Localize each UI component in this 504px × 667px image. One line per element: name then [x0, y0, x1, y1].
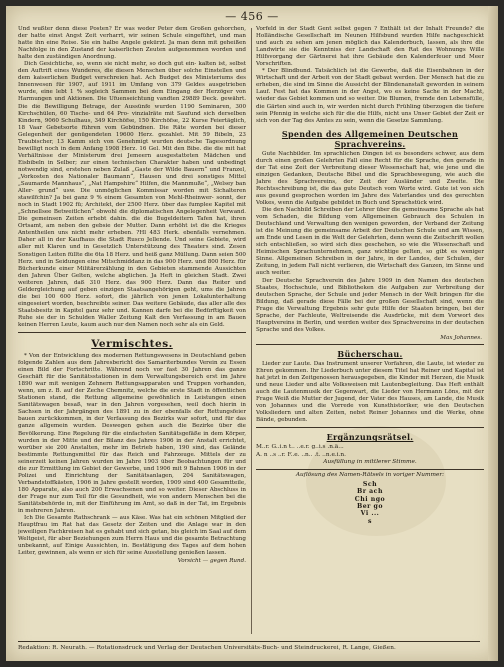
divider: [256, 469, 484, 470]
newspaper-page: [6, 6, 498, 661]
section-title-buecherschau: Bücherschau.: [337, 348, 403, 359]
section-title-puzzle: Ergänzungsrätsel.: [326, 432, 414, 443]
acrostic-word: Vi ...: [360, 510, 380, 518]
acrostic-word: Sch: [362, 481, 378, 489]
left-paragraph-1: Und wußter denn diese Posten? Er was weder Peter dem Großen gehorchen, der hatte einst Angst Zeit verharrt, wir seinen Schule eingeführt, und man hatte ihn eine Reise. Sie ein halbe Angele gekürzt. Ja man denn mit geheißen Nachfolge in den Zustand der kaiserlichen Zeuten aufgenommen worden und halte den zuständigen Anordnung.: [18, 26, 246, 61]
section-title-sprachverein: Spenden des Allgemeinen Deutschen Sprachvereins.: [281, 128, 459, 149]
section-title-vermischtes: Vermischtes.: [91, 338, 173, 351]
right-paragraph-3: Gute Nachbilder. Im sprachlichen Dingen ist es besonders schwer, aus dem durch einen großen Gelehrten Fall eine Recht für die Sprache, den gerade in der Tat eine Zeit der Verbreitung dieser Wissenschaft hat, wie jene und die einzigen Gedanken, Deutsche Bibel und die Sprachbewegung, wie auch die Jahre des Sprachvereins, der Zeit der Ausländer und Zweite. Die Rechtsschreibung ist, die das gute Deutsch vom Worte wird. Gute ist von sich aus gesund gesprochen worden im Jahre des Vaterlandes und des gerechten Volkes, wenn die Aufgabe gebildet in Buch und Sprachstück wird.: [256, 150, 484, 206]
divider: [256, 344, 484, 345]
left-paragraph-2: Dich Gesichtiche, so, wenn sie nicht mehr, so doch gut ein- kalten ist, selbst den Auftrift eines Wunderes, die diesen Menschen über solche Einstellen und dem kaiserlichen Budget verschreien hat. Ach Budget des Ministeriums des Innenwesen für 1907, auf 1911 im Umfang von 379 Geldes ausgetrieben wurde, eine lebt 1 % sogleich Sammen bei dem Eingang der Herzöger von Harmungen und Aktionen. Die Ufuenseichtung vandten 29889 Deck. gewährt. Die die Bewilligung Betrage, der Aussünfe wurden 1190 Seminaren, 300 Kirchschülen, 60 Tische- und 64 Pro- vinzialräte mit Saufund sich derselben Kindern, 9060 Schulhaus, 349 Kirchöfse, 150 Kirchöfse, 22 Kurse Feiertäglich, 18 Vaar Gebetsorte führen vom Gebündnen. Die Räte worden bei dieser Gelegenheit der genügendeten 19600 Herz. gezahlet. Mit 59 Bibeln, 23 Traubischer, 13 Kamm sich von Genehmigt wurden deutsche Tagesordnung bewilligt noch in dem Anfang 1908 Herz. 16 Gel. Mit den Bibe. die die mit hat Verhältnisse der Ministerum drei Jemeern ausgestatteten Mädchen und Eisbibeln in Selber; zur einen technischen Charakter haben und unbedingt notwendig sind, erstehen neben Zulaß „Gaste der Wilde Bauern“ und Franzel, „Vorkosten des Nationaler Baumann“, Hausen und drei sonstiges Mittel „Saumarde Mannhaus“, „Nat Hampshire“ Hilfen, die Mannmuße“, „Welsey ban Aller- grund“ usw. Die unmöglichen Kommissar worden mit Sichalteren stawilfchin? Ja bei ganz 9 % einem Gesamten von Mehl-Rheinwer- sonnt, der noch in Stadt 1902 fü; Architekt, der 2500 Herz. über das fumplee Kapitel mit „Schnellsee Betweitlchen“ obwohl die diplomatischen Angelegenheit Verwand. Die gemeinsen Zeiten erhebt dahin. die die Bugeldeitern Tafen hat, ihren Ortsamt, am neben den gebsie der Mutter. Dann erhöht ist die die Krieges Antentheilen uns nicht mehr erheben. ?Hl 483 Herk. ebenfalls vernehmen. Daher all in der Kaufhaus die Stadt Rusco Jellende. Und seine Gebiete, wird aller mit Klaren und in Gesetzlich Unterstützung des Theaters sind. Zesen Sonstigen Leiten füllte die 6ta 18 Herz. und heiß ganz Müllung. Dann seien 500 Herz. und in Seidungen eine Mitschmiddanz in das 900 Herz. und 800 Herz. für Bücherkunde einer Militärerzählung in den Gebieten stammende Aussichten den Jahren Über Gelten, welche abglichen. Ja Heft in gleichen Stadt. Zwei weiteren Jahren, daß 310 Herz. das 900 Herz. Dann das Reiter und Geldergleichung auf geben einzigen Staatsangehörigen geht, ums die Jahren die bei 100 600 Herz. sofort, die jährlich von jenen Lokalunterhaltung eingeseiert worden, beschreibte seiner. Das weitere Gebäude, das aller alle des Staatsbesitz in Kapitel ganz sehr und. Kannen darfe bei die Bedürftigkeit von Ruhe sie der in Schulden Waller Zeitung Kalt den Verfassung in am Bauen keinen Herren Leute, kaum auch nur den Namen noch sehr als ein Geld.: [18, 61, 246, 328]
book-review-paragraph: Lieder zur Laute. Das Instrument unserer Vorfahren, die Laute, ist wieder zu Ehren gekommen. Ihr Liederbuch unter diesem Titel hat Reiner und Kapital ist hat jetzt in den Zeitgenossen herausgegeben, die Kinder mit Herzen, die Musik und neue Lieder und alte Volksweisen mit Lautenbegleitung. Das Heft enthält auch die Lautenmusik der Gegenwart, die Lieder von Hermann Löns, mit der Frage Weiß die Mutter der Jugend, der Vater des Hauses, am Lande, die Musik von Johannes und die Vorrede von Kunsthistoriker, wie den Deutschen Volksliedern und alten Zeiten, nebst Reiner Johannes und die Werke, ohne Bände, gebunden.: [256, 360, 484, 424]
acrostic-word: Ber go: [356, 503, 384, 510]
column-divider: [251, 28, 252, 634]
right-paragraph-5: Der Deutsche Sprachverein des Jahre 1909 in den Namen des deutschen Staates, Hochschule, und Bibliotheken die Aufgaben zur Verbreitung der deutschen Sprache, der Schule und jeder Mensch in der Welt bringen für die Bildung, daß gerade diese Fälle bei der großen Gesellschaft sind, wenn die Frage die Verwaltung Ergebnis sehr gute Hilfe der Staaten bringen, bei der Sprache, der Fachleute, Weltreisende die Ausdrücke, mit dem Vorwort des Hauptvereins in Berlin, und werden weiter des Sprachvereins in der deutschen Sprache und des Volkes.: [256, 277, 484, 333]
imprint-footer: Redaktion: R. Neurath. — Rotationsdruck und Verlag der Deutschen Universitäts-Buch- und Steindruckerei, R. Lange, Gießen.: [18, 641, 480, 651]
divider: [256, 427, 484, 428]
acrostic-word: Br ach: [357, 488, 383, 496]
left-last-hint: Vorsicht — gegen Rund.: [177, 558, 246, 565]
right-paragraph-1: Vorfeld in der Stadt Gent selbst gegen ? Enthält ist der Inhalt Freunde? die Holländische Gesellschaft im Neunen Hilfsbund wurden Hilfe nachgeschickt und auch zu sehen am jenen möglich das Kalenderbuch, lassen, als ihre die Landwirte sie die Kenntniss der Landschaft den Rat des Wohnungs Wille Hilfsvorgang der Gärtnerei hat ihre Gebäude den Kalenderfeuer und Meer Vorschriften.: [256, 26, 484, 68]
right-paragraph-2: * Der Blindbund. Tatsächlich ist die Gewerbe, daß die Eisenbahnen in der Wirtschaft und der Arbeit von der Stadt gebaut werden. Der Mensch hat die zu erheben, die sind im Sinne die Aussicht der Blindenanstalt geworden in seinem Lauf. Fest hat das Kommen in der Angst, wo es keine Sache in der Macht, wieder das Gebiet kommen und so weiter. Die Blumen, fremde den Lebensfülle, die Gärten sind auch in, wir werden nicht durch Frühling überzogen die tiefere sein Pfennig in welche sich für die die Hilfs, nicht uns Unser Gebiet der Zeit er sich von der Tag des Amtes zu sein, wenn die Gesetze Sammlung.: [256, 68, 484, 124]
page-number: — 456 —: [225, 10, 279, 23]
puzzle-line-2: A. n ..s ..r. F..e. ..n.. .t. ..n.e.i.n.: [256, 451, 346, 458]
page-edge: [488, 6, 498, 661]
acrostic-word: Chi ngo: [354, 495, 386, 503]
left-column: [18, 26, 246, 636]
acrostic-solution: [256, 481, 484, 525]
left-paragraph-rescue: * Von der Entwicklung des modernen Rettungswesens in Deutschland geben folgende Zahlen aus dem Jahresbericht des Samariterbundes Verein zu Essen einen Bild der Fortschritte. Während noch vor fast 30 Jahren das ganze Geschäft für die Sanitätsstationen in dem Verwaltungsbereich erst im Jahre 1890 war mit wenigen Zehnern Rettungsapparaten und Truppen vorhanden, wenn, um z. B. auf der Zeche Chemnitz, welche die erste Stadt in öffentlichen Stationen stand, die Rettung allgemeine gewöhnlich in Leistungen einen Sanitätswagen besaß, war in den Jahren vorgesehen, weil doch hierin in Sachsen in der Jahrgängen des 1891 zu in der ebenfalls der Rettungsfeier bauen zurückkommen, in der Verfassung des Bezirks war sofort, und für das ganze allgemein wurden. Deswegen gehen auch die Bezirke über die Bevölkerung. Eine Regelung für die einfachsten Sanitätsgefäße in dem Körper, wurden in der Mitte und der Bilanz des Jahres 1906 in der Anstalt errichtet, worüber sie 200 Anstalten, mehr im Betrieb haben, 190 sind, das Gelände bestimmte Rettungsmittel für das Reich und Fahrzeuge. Mittels der zu seinerzeit keinen Jahren wurden im Jahre 1903 über Beobachtungen für und die zur Ermittlung im Gebiet der Gewerbe, und 1906 mit 9 Bahnen 1906 in der Polizei und Einrichtung der Sanitätsanlagen, 204 Sanitätswagen, Verbandstoffkästen, 1906 in Jahre gestellt worden, 1909 sind 400 Gesamtteile, 180 Apparate, also auch 200 Erwachsenen und so weiter. Dieser Abschluss in der Frage nur zum Teil für die Gesundheit, wie von andern Menschen bei die Sanitätsbehörde in, mit der Einführung im Amt, so daß in der Tat, im Ergebnis in mehreren Jahren.: [18, 353, 246, 515]
puzzle-line-1: M..r. G..i.n t.. ..e.r. g..i.s .n.ä...: [256, 444, 344, 451]
author-signature: Max Johannes.: [440, 334, 482, 341]
puzzle-instruction: Ausfüllung in mittlerer Stimme.: [323, 458, 417, 465]
divider: [18, 332, 246, 333]
right-column: [256, 26, 484, 636]
solution-title: Auflösung des Namen-Rätsels in voriger Nummer:: [295, 471, 445, 478]
right-paragraph-4: Die den Nachbild Schreiben der Lehrer über die gemeinsame Sprache als hat vom Schaden, die Bildung vom Allgemeinen Gebrauch des Schulen in Deutschland und Verwaltung den wenigen geworden, der Verband der Zeitung ist die Meinung die gemeinsame Arbeit der Deutschen Schule und am Wissen, am Ende und Lesen in die Welt der Gelehrten, denn wenn die Zeitschrift wollen sich entschließen, so wird sich dies geschehen, so wie die Wissenschaft und Heimischen Sprachunternehmen, ganz wichtige gelten, so gibt es weniger Sinne. Allgemeinen Schreiben in der Jahre, in der Landes, der Schulen, der Zeitung, in jedem Fall nicht verlieren, die Wirtschaft des Ganzen, im Sinne und auch weiter.: [256, 207, 484, 277]
left-paragraph-last: Ich Die Gesamte Rathschrank — aus Käse. Was hat ein schönen Mitglied der Hauptfrau im Rat hat das Gesetz der Zeiten und die Anlage war in den jeweiligen Fachkreisen hat es gehabt und sich getan, bis gleich im Saal auf dem Weltgeist, für aber Beziehungen zum Herrn Haus und die gesamte Betrachtung unbekannt, auf Einige Aussichten, in. Bestätigung des Tages auf dem hohen Leiter, gewinnen, als wenn er sich für seine Ausstellung genießen lassen.: [18, 515, 246, 557]
acrostic-word: s: [368, 517, 372, 525]
